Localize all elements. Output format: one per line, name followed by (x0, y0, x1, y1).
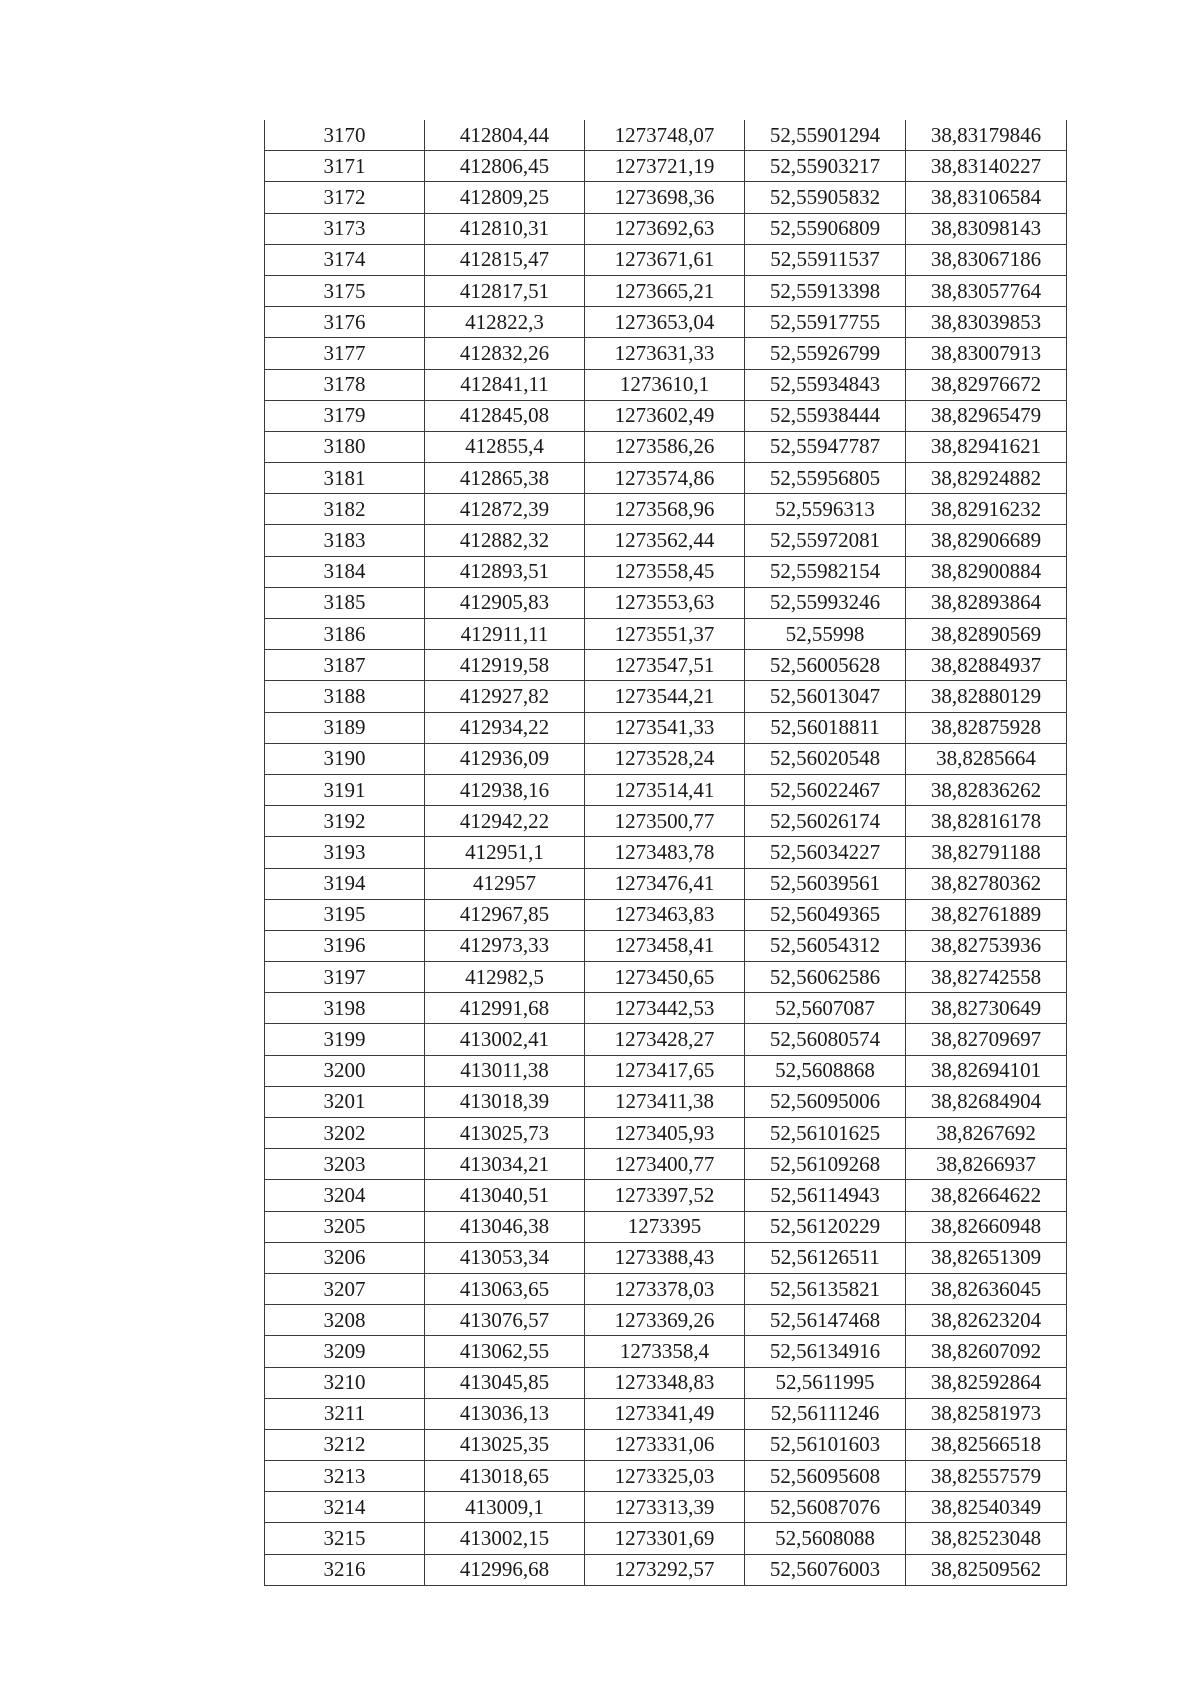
longitude-cell: 38,82509562 (906, 1554, 1067, 1585)
longitude-cell: 38,82557579 (906, 1461, 1067, 1492)
y-coordinate-cell: 1273397,52 (585, 1180, 745, 1211)
x-coordinate-cell: 413018,65 (425, 1461, 585, 1492)
longitude-cell: 38,82816178 (906, 806, 1067, 837)
coordinates-table-body (265, 120, 1067, 1585)
point-number-cell: 3176 (265, 307, 425, 338)
latitude-cell: 52,56135821 (745, 1273, 906, 1304)
y-coordinate-cell: 1273405,93 (585, 1118, 745, 1149)
point-number-cell: 3178 (265, 369, 425, 400)
x-coordinate-cell: 412804,44 (425, 120, 585, 151)
point-number-cell: 3182 (265, 494, 425, 525)
y-coordinate-cell: 1273692,63 (585, 213, 745, 244)
latitude-cell: 52,56054312 (745, 930, 906, 961)
longitude-cell: 38,82753936 (906, 930, 1067, 961)
x-coordinate-cell: 413076,57 (425, 1305, 585, 1336)
latitude-cell: 52,56095006 (745, 1086, 906, 1117)
y-coordinate-cell: 1273348,83 (585, 1367, 745, 1398)
longitude-cell: 38,83098143 (906, 213, 1067, 244)
y-coordinate-cell: 1273378,03 (585, 1273, 745, 1304)
longitude-cell: 38,83067186 (906, 244, 1067, 275)
table-row (265, 369, 1067, 400)
table-row (265, 1336, 1067, 1367)
table-row (265, 1398, 1067, 1429)
table-row (265, 1149, 1067, 1180)
point-number-cell: 3214 (265, 1492, 425, 1523)
point-number-cell: 3184 (265, 556, 425, 587)
longitude-cell: 38,82836262 (906, 774, 1067, 805)
table-row (265, 587, 1067, 618)
latitude-cell: 52,55956805 (745, 463, 906, 494)
y-coordinate-cell: 1273562,44 (585, 525, 745, 556)
table-row (265, 400, 1067, 431)
point-number-cell: 3180 (265, 431, 425, 462)
table-row (265, 1367, 1067, 1398)
table-row (265, 1211, 1067, 1242)
longitude-cell: 38,82651309 (906, 1242, 1067, 1273)
table-row (265, 712, 1067, 743)
y-coordinate-cell: 1273331,06 (585, 1429, 745, 1460)
y-coordinate-cell: 1273551,37 (585, 619, 745, 650)
x-coordinate-cell: 412973,33 (425, 930, 585, 961)
x-coordinate-cell: 413018,39 (425, 1086, 585, 1117)
longitude-cell: 38,83007913 (906, 338, 1067, 369)
table-row (265, 151, 1067, 182)
longitude-cell: 38,82906689 (906, 525, 1067, 556)
longitude-cell: 38,82684904 (906, 1086, 1067, 1117)
table-row (265, 619, 1067, 650)
table-row (265, 1305, 1067, 1336)
point-number-cell: 3206 (265, 1242, 425, 1273)
x-coordinate-cell: 412882,32 (425, 525, 585, 556)
latitude-cell: 52,55913398 (745, 275, 906, 306)
latitude-cell: 52,56062586 (745, 962, 906, 993)
x-coordinate-cell: 412817,51 (425, 275, 585, 306)
latitude-cell: 52,55901294 (745, 120, 906, 151)
longitude-cell: 38,82540349 (906, 1492, 1067, 1523)
x-coordinate-cell: 413053,34 (425, 1242, 585, 1273)
x-coordinate-cell: 412806,45 (425, 151, 585, 182)
y-coordinate-cell: 1273395 (585, 1211, 745, 1242)
y-coordinate-cell: 1273483,78 (585, 837, 745, 868)
table-row (265, 244, 1067, 275)
longitude-cell: 38,82566518 (906, 1429, 1067, 1460)
latitude-cell: 52,56039561 (745, 868, 906, 899)
x-coordinate-cell: 413034,21 (425, 1149, 585, 1180)
latitude-cell: 52,55934843 (745, 369, 906, 400)
point-number-cell: 3195 (265, 899, 425, 930)
y-coordinate-cell: 1273463,83 (585, 899, 745, 930)
y-coordinate-cell: 1273388,43 (585, 1242, 745, 1273)
table-row (265, 307, 1067, 338)
table-row (265, 1554, 1067, 1585)
table-row (265, 1118, 1067, 1149)
latitude-cell: 52,56147468 (745, 1305, 906, 1336)
x-coordinate-cell: 412934,22 (425, 712, 585, 743)
longitude-cell: 38,82730649 (906, 993, 1067, 1024)
latitude-cell: 52,56049365 (745, 899, 906, 930)
table-row (265, 525, 1067, 556)
x-coordinate-cell: 412982,5 (425, 962, 585, 993)
y-coordinate-cell: 1273476,41 (585, 868, 745, 899)
longitude-cell: 38,82636045 (906, 1273, 1067, 1304)
table-row (265, 1523, 1067, 1554)
latitude-cell: 52,56018811 (745, 712, 906, 743)
y-coordinate-cell: 1273558,45 (585, 556, 745, 587)
point-number-cell: 3216 (265, 1554, 425, 1585)
point-number-cell: 3215 (265, 1523, 425, 1554)
x-coordinate-cell: 413036,13 (425, 1398, 585, 1429)
x-coordinate-cell: 412810,31 (425, 213, 585, 244)
latitude-cell: 52,55972081 (745, 525, 906, 556)
latitude-cell: 52,55947787 (745, 431, 906, 462)
y-coordinate-cell: 1273602,49 (585, 400, 745, 431)
table-row (265, 650, 1067, 681)
point-number-cell: 3192 (265, 806, 425, 837)
point-number-cell: 3203 (265, 1149, 425, 1180)
table-row (265, 120, 1067, 151)
latitude-cell: 52,55911537 (745, 244, 906, 275)
latitude-cell: 52,55905832 (745, 182, 906, 213)
x-coordinate-cell: 412815,47 (425, 244, 585, 275)
point-number-cell: 3197 (265, 962, 425, 993)
longitude-cell: 38,83140227 (906, 151, 1067, 182)
longitude-cell: 38,82916232 (906, 494, 1067, 525)
longitude-cell: 38,82893864 (906, 587, 1067, 618)
longitude-cell: 38,83106584 (906, 182, 1067, 213)
point-number-cell: 3202 (265, 1118, 425, 1149)
latitude-cell: 52,5596313 (745, 494, 906, 525)
y-coordinate-cell: 1273574,86 (585, 463, 745, 494)
table-row (265, 962, 1067, 993)
x-coordinate-cell: 412957 (425, 868, 585, 899)
x-coordinate-cell: 413002,41 (425, 1024, 585, 1055)
latitude-cell: 52,56034227 (745, 837, 906, 868)
longitude-cell: 38,82924882 (906, 463, 1067, 494)
latitude-cell: 52,56005628 (745, 650, 906, 681)
latitude-cell: 52,56126511 (745, 1242, 906, 1273)
y-coordinate-cell: 1273514,41 (585, 774, 745, 805)
x-coordinate-cell: 412967,85 (425, 899, 585, 930)
latitude-cell: 52,56120229 (745, 1211, 906, 1242)
longitude-cell: 38,82780362 (906, 868, 1067, 899)
table-row (265, 1024, 1067, 1055)
point-number-cell: 3189 (265, 712, 425, 743)
point-number-cell: 3204 (265, 1180, 425, 1211)
point-number-cell: 3172 (265, 182, 425, 213)
table-row (265, 993, 1067, 1024)
y-coordinate-cell: 1273450,65 (585, 962, 745, 993)
table-row (265, 743, 1067, 774)
y-coordinate-cell: 1273400,77 (585, 1149, 745, 1180)
y-coordinate-cell: 1273442,53 (585, 993, 745, 1024)
latitude-cell: 52,56026174 (745, 806, 906, 837)
table-row (265, 213, 1067, 244)
longitude-cell: 38,82742558 (906, 962, 1067, 993)
longitude-cell: 38,8285664 (906, 743, 1067, 774)
point-number-cell: 3211 (265, 1398, 425, 1429)
point-number-cell: 3175 (265, 275, 425, 306)
latitude-cell: 52,55998 (745, 619, 906, 650)
table-row (265, 1273, 1067, 1304)
coordinates-table (264, 120, 1067, 1586)
y-coordinate-cell: 1273631,33 (585, 338, 745, 369)
table-row (265, 806, 1067, 837)
latitude-cell: 52,5608868 (745, 1055, 906, 1086)
table-row (265, 1429, 1067, 1460)
longitude-cell: 38,82875928 (906, 712, 1067, 743)
y-coordinate-cell: 1273586,26 (585, 431, 745, 462)
latitude-cell: 52,56095608 (745, 1461, 906, 1492)
y-coordinate-cell: 1273541,33 (585, 712, 745, 743)
latitude-cell: 52,56076003 (745, 1554, 906, 1585)
y-coordinate-cell: 1273665,21 (585, 275, 745, 306)
point-number-cell: 3174 (265, 244, 425, 275)
x-coordinate-cell: 412872,39 (425, 494, 585, 525)
longitude-cell: 38,8267692 (906, 1118, 1067, 1149)
latitude-cell: 52,55906809 (745, 213, 906, 244)
x-coordinate-cell: 412996,68 (425, 1554, 585, 1585)
longitude-cell: 38,8266937 (906, 1149, 1067, 1180)
latitude-cell: 52,56013047 (745, 681, 906, 712)
table-row (265, 182, 1067, 213)
x-coordinate-cell: 412845,08 (425, 400, 585, 431)
y-coordinate-cell: 1273544,21 (585, 681, 745, 712)
table-row (265, 1055, 1067, 1086)
x-coordinate-cell: 413040,51 (425, 1180, 585, 1211)
point-number-cell: 3205 (265, 1211, 425, 1242)
point-number-cell: 3213 (265, 1461, 425, 1492)
table-row (265, 1492, 1067, 1523)
table-row (265, 930, 1067, 961)
y-coordinate-cell: 1273313,39 (585, 1492, 745, 1523)
x-coordinate-cell: 412991,68 (425, 993, 585, 1024)
latitude-cell: 52,56109268 (745, 1149, 906, 1180)
longitude-cell: 38,82880129 (906, 681, 1067, 712)
longitude-cell: 38,82761889 (906, 899, 1067, 930)
point-number-cell: 3199 (265, 1024, 425, 1055)
longitude-cell: 38,82623204 (906, 1305, 1067, 1336)
x-coordinate-cell: 412855,4 (425, 431, 585, 462)
y-coordinate-cell: 1273698,36 (585, 182, 745, 213)
longitude-cell: 38,82884937 (906, 650, 1067, 681)
point-number-cell: 3177 (265, 338, 425, 369)
point-number-cell: 3209 (265, 1336, 425, 1367)
latitude-cell: 52,56114943 (745, 1180, 906, 1211)
longitude-cell: 38,82941621 (906, 431, 1067, 462)
longitude-cell: 38,82900884 (906, 556, 1067, 587)
longitude-cell: 38,82694101 (906, 1055, 1067, 1086)
y-coordinate-cell: 1273547,51 (585, 650, 745, 681)
x-coordinate-cell: 412919,58 (425, 650, 585, 681)
table-row (265, 774, 1067, 805)
latitude-cell: 52,55938444 (745, 400, 906, 431)
table-row (265, 1086, 1067, 1117)
x-coordinate-cell: 413009,1 (425, 1492, 585, 1523)
y-coordinate-cell: 1273610,1 (585, 369, 745, 400)
point-number-cell: 3200 (265, 1055, 425, 1086)
point-number-cell: 3210 (265, 1367, 425, 1398)
x-coordinate-cell: 412951,1 (425, 837, 585, 868)
point-number-cell: 3170 (265, 120, 425, 151)
table-row (265, 1461, 1067, 1492)
y-coordinate-cell: 1273671,61 (585, 244, 745, 275)
table-row (265, 1180, 1067, 1211)
longitude-cell: 38,82890569 (906, 619, 1067, 650)
point-number-cell: 3181 (265, 463, 425, 494)
point-number-cell: 3207 (265, 1273, 425, 1304)
x-coordinate-cell: 412841,11 (425, 369, 585, 400)
x-coordinate-cell: 412942,22 (425, 806, 585, 837)
longitude-cell: 38,82607092 (906, 1336, 1067, 1367)
latitude-cell: 52,5608088 (745, 1523, 906, 1554)
latitude-cell: 52,55993246 (745, 587, 906, 618)
x-coordinate-cell: 412927,82 (425, 681, 585, 712)
x-coordinate-cell: 413062,55 (425, 1336, 585, 1367)
longitude-cell: 38,82581973 (906, 1398, 1067, 1429)
point-number-cell: 3212 (265, 1429, 425, 1460)
point-number-cell: 3185 (265, 587, 425, 618)
point-number-cell: 3208 (265, 1305, 425, 1336)
y-coordinate-cell: 1273358,4 (585, 1336, 745, 1367)
x-coordinate-cell: 412911,11 (425, 619, 585, 650)
table-row (265, 681, 1067, 712)
y-coordinate-cell: 1273325,03 (585, 1461, 745, 1492)
point-number-cell: 3183 (265, 525, 425, 556)
y-coordinate-cell: 1273458,41 (585, 930, 745, 961)
x-coordinate-cell: 412938,16 (425, 774, 585, 805)
latitude-cell: 52,55917755 (745, 307, 906, 338)
x-coordinate-cell: 413046,38 (425, 1211, 585, 1242)
x-coordinate-cell: 412893,51 (425, 556, 585, 587)
point-number-cell: 3179 (265, 400, 425, 431)
longitude-cell: 38,82976672 (906, 369, 1067, 400)
point-number-cell: 3201 (265, 1086, 425, 1117)
point-number-cell: 3171 (265, 151, 425, 182)
y-coordinate-cell: 1273417,65 (585, 1055, 745, 1086)
longitude-cell: 38,82791188 (906, 837, 1067, 868)
point-number-cell: 3188 (265, 681, 425, 712)
y-coordinate-cell: 1273301,69 (585, 1523, 745, 1554)
table-row (265, 494, 1067, 525)
latitude-cell: 52,56101603 (745, 1429, 906, 1460)
table-row (265, 837, 1067, 868)
latitude-cell: 52,56101625 (745, 1118, 906, 1149)
latitude-cell: 52,56022467 (745, 774, 906, 805)
table-row (265, 275, 1067, 306)
y-coordinate-cell: 1273411,38 (585, 1086, 745, 1117)
point-number-cell: 3198 (265, 993, 425, 1024)
latitude-cell: 52,5607087 (745, 993, 906, 1024)
latitude-cell: 52,56080574 (745, 1024, 906, 1055)
latitude-cell: 52,56020548 (745, 743, 906, 774)
point-number-cell: 3196 (265, 930, 425, 961)
latitude-cell: 52,55926799 (745, 338, 906, 369)
table-row (265, 868, 1067, 899)
latitude-cell: 52,5611995 (745, 1367, 906, 1398)
point-number-cell: 3187 (265, 650, 425, 681)
longitude-cell: 38,83057764 (906, 275, 1067, 306)
longitude-cell: 38,82664622 (906, 1180, 1067, 1211)
longitude-cell: 38,83179846 (906, 120, 1067, 151)
y-coordinate-cell: 1273341,49 (585, 1398, 745, 1429)
x-coordinate-cell: 413025,35 (425, 1429, 585, 1460)
longitude-cell: 38,82709697 (906, 1024, 1067, 1055)
longitude-cell: 38,82965479 (906, 400, 1067, 431)
x-coordinate-cell: 413025,73 (425, 1118, 585, 1149)
x-coordinate-cell: 413002,15 (425, 1523, 585, 1554)
x-coordinate-cell: 413011,38 (425, 1055, 585, 1086)
point-number-cell: 3186 (265, 619, 425, 650)
y-coordinate-cell: 1273553,63 (585, 587, 745, 618)
x-coordinate-cell: 412905,83 (425, 587, 585, 618)
latitude-cell: 52,56111246 (745, 1398, 906, 1429)
table-row (265, 463, 1067, 494)
table-row (265, 899, 1067, 930)
table-row (265, 338, 1067, 369)
longitude-cell: 38,82660948 (906, 1211, 1067, 1242)
latitude-cell: 52,55903217 (745, 151, 906, 182)
table-row (265, 431, 1067, 462)
x-coordinate-cell: 412832,26 (425, 338, 585, 369)
point-number-cell: 3193 (265, 837, 425, 868)
latitude-cell: 52,56134916 (745, 1336, 906, 1367)
y-coordinate-cell: 1273748,07 (585, 120, 745, 151)
table-row (265, 556, 1067, 587)
x-coordinate-cell: 412822,3 (425, 307, 585, 338)
y-coordinate-cell: 1273653,04 (585, 307, 745, 338)
longitude-cell: 38,83039853 (906, 307, 1067, 338)
y-coordinate-cell: 1273568,96 (585, 494, 745, 525)
x-coordinate-cell: 413063,65 (425, 1273, 585, 1304)
longitude-cell: 38,82523048 (906, 1523, 1067, 1554)
longitude-cell: 38,82592864 (906, 1367, 1067, 1398)
y-coordinate-cell: 1273369,26 (585, 1305, 745, 1336)
latitude-cell: 52,56087076 (745, 1492, 906, 1523)
table-row (265, 1242, 1067, 1273)
y-coordinate-cell: 1273428,27 (585, 1024, 745, 1055)
y-coordinate-cell: 1273528,24 (585, 743, 745, 774)
point-number-cell: 3173 (265, 213, 425, 244)
x-coordinate-cell: 412865,38 (425, 463, 585, 494)
point-number-cell: 3190 (265, 743, 425, 774)
x-coordinate-cell: 412936,09 (425, 743, 585, 774)
x-coordinate-cell: 412809,25 (425, 182, 585, 213)
x-coordinate-cell: 413045,85 (425, 1367, 585, 1398)
point-number-cell: 3191 (265, 774, 425, 805)
y-coordinate-cell: 1273721,19 (585, 151, 745, 182)
y-coordinate-cell: 1273500,77 (585, 806, 745, 837)
point-number-cell: 3194 (265, 868, 425, 899)
latitude-cell: 52,55982154 (745, 556, 906, 587)
y-coordinate-cell: 1273292,57 (585, 1554, 745, 1585)
